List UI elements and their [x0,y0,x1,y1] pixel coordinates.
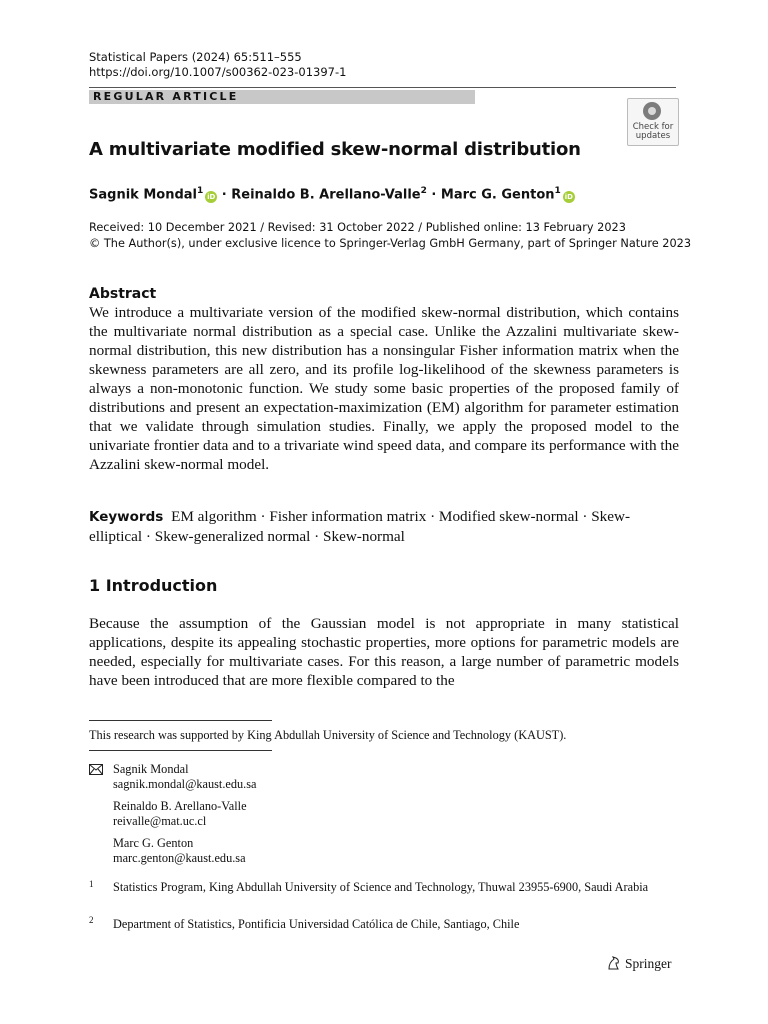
check-updates-label: Check for updates [632,122,674,141]
orcid-icon[interactable]: iD [564,193,573,202]
publisher-logo[interactable] [606,955,672,972]
contact-email[interactable]: sagnik.mondal@kaust.edu.sa [113,777,257,791]
contact-name: Reinaldo B. Arellano-Valle [113,799,247,813]
affiliation-number: 1 [89,879,94,889]
check-for-updates-badge[interactable] [627,98,679,146]
header-rule [89,87,676,88]
doi-link[interactable]: https://doi.org/10.1007/s00362-023-01397-1 [89,65,347,79]
introduction-text: Because the assumption of the Gaussian model is not appropriate in many statistical applications, despite its appealing stochastic properties, more options for parametric models are needed, especially for multivariate cases. For this reason, a large number of parametric models have been introduced that are more flexible compared to the [89,615,679,689]
article-type-label: REGULAR ARTICLE [93,90,239,103]
contact-name: Sagnik Mondal [113,762,189,776]
publication-dates: Received: 10 December 2021 / Revised: 31 October 2022 / Published online: 13 February 2023 [89,221,626,234]
publisher-name: Springer [625,956,672,971]
keywords-block [89,507,679,546]
keywords-list: EM algorithm · Fisher information matrix · Modified skew-normal · Skew-elliptical · Skew-generalized normal · Skew-normal [89,508,631,545]
contact-entry [113,762,257,792]
author-affiliation-mark: 2 [420,186,427,196]
author-separator: · [426,187,441,203]
footnote-rule [89,750,272,751]
contact-name: Marc G. Genton [113,836,194,850]
footnote-rule [89,720,272,721]
journal-citation: Statistical Papers (2024) 65:511–555 [89,50,302,64]
abstract-text: We introduce a multivariate version of the modified skew-normal distribution, which contains the multivariate normal distribution as a special case. Unlike the Azzalini multivariate skew-normal distribution, this new distribution has a nonsingular Fisher information matrix when the skewness parameters are all zero, and its profile log-likelihood of the skewness parameters is always a non-monotonic function. We study some basic properties of the proposed family of distributions and present an expectation-maximization (EM) algorithm for parameter estimation that we validate through simulation studies. Finally, we apply the proposed model to the univariate frontier data and to a trivariate wind speed data, and compare its performance with the Azzalini skew-normal model. [89,304,679,473]
author-affiliation-mark: 1 [196,186,204,196]
author-name[interactable]: Reinaldo B. Arellano-Valle [231,187,421,203]
check-updates-icon [643,102,661,120]
affiliation-text: Department of Statistics, Pontificia Universidad Católica de Chile, Santiago, Chile [113,917,520,931]
author-name[interactable]: Sagnik Mondal [89,187,197,203]
affiliation-number: 2 [89,915,94,925]
contact-email[interactable]: reivalle@mat.uc.cl [113,814,207,828]
funding-note: This research was supported by King Abdullah University of Science and Technology (KAUST). [89,728,567,742]
section-heading-introduction: 1 Introduction [89,576,218,595]
author-name[interactable]: Marc G. Genton [440,187,555,203]
author-affiliation-mark: 1 [554,186,561,196]
envelope-icon [89,764,103,775]
abstract-heading: Abstract [89,286,157,302]
orcid-icon[interactable]: iD [207,193,216,202]
paper-title: A multivariate modified skew-normal distribution [89,139,581,160]
contact-email[interactable]: marc.genton@kaust.edu.sa [113,851,246,865]
copyright-notice: © The Author(s), under exclusive licence to Springer-Verlag GmbH Germany, part of Springer Nature 2023 [89,237,692,250]
affiliation-text: Statistics Program, King Abdullah University of Science and Technology, Thuwal 23955-6900, Saudi Arabia [113,880,649,894]
author-list [89,186,575,203]
author-separator: · [217,187,232,203]
contact-entry [113,836,246,866]
springer-horse-icon [606,955,622,971]
keywords-label: Keywords [89,509,164,525]
contact-entry [113,799,247,829]
